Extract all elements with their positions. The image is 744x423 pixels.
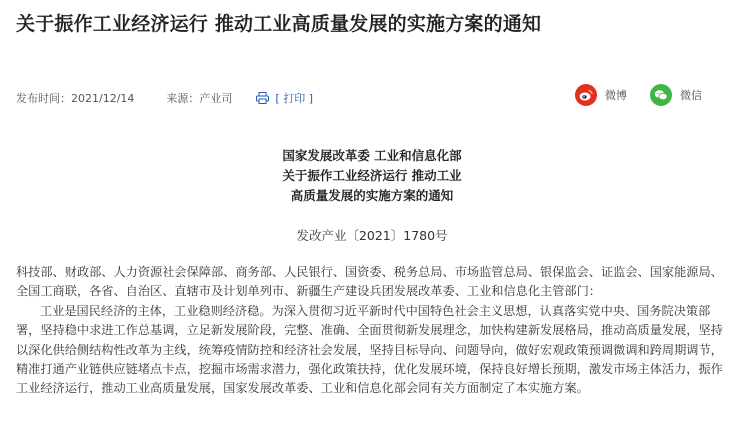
weibo-icon: [575, 84, 597, 106]
wechat-icon: [650, 84, 672, 106]
printer-icon: [256, 92, 269, 104]
recipients-paragraph: 科技部、财政部、人力资源社会保障部、商务部、人民银行、国资委、税务总局、市场监管总局、银保监会、证监会、国家能源局、全国工商联，各省、自治区、直辖市及计划单列市、新疆生产建设兵团发展改革委、工业和信息化主管部门：: [16, 265, 723, 299]
share-weibo-label: 微博: [605, 89, 627, 102]
share-weixin-button[interactable]: [650, 83, 702, 107]
share-weixin-label: 微信: [680, 89, 702, 102]
article-title: 关于振作工业经济运行 推动工业高质量发展的实施方案的通知: [16, 13, 542, 35]
issuer-line: 国家发展改革委 工业和信息化部: [282, 148, 462, 163]
notice-title-line-1: 关于振作工业经济运行 推动工业: [282, 168, 462, 183]
document-number: 发改产业〔2021〕1780号: [296, 228, 448, 243]
print-label: [ 打印 ]: [275, 92, 313, 105]
article-meta: [16, 90, 313, 106]
notice-title-line-2: 高质量发展的实施方案的通知: [290, 188, 454, 203]
article-source: 来源：产业司: [166, 92, 233, 105]
publish-date: 发布时间：2021/12/14: [16, 92, 135, 105]
print-button[interactable]: [256, 90, 313, 106]
body-paragraph: 工业是国民经济的主体，工业稳则经济稳。为深入贯彻习近平新时代中国特色社会主义思想，认真落实党中央、国务院决策部署，坚持稳中求进工作总基调，立足新发展阶段，完整、准确、全面贯彻新发展理念，加快构建新发展格局，推动高质量发展，坚持以深化供给侧结构性改革为主线，统筹疫情防控和经济社会发展，坚持目标导向、问题导向，做好宏观政策预调微调和跨周期调节，精准打通产业链供应链堵点卡点，挖掘市场需求潜力，强化政策扶持，优化发展环境，保持良好增长预期，激发市场主体活力，振作工业经济运行，推动工业高质量发展，国家发展改革委、工业和信息化部会同有关方面制定了本实施方案。: [16, 304, 723, 396]
share-weibo-button[interactable]: [575, 83, 627, 107]
